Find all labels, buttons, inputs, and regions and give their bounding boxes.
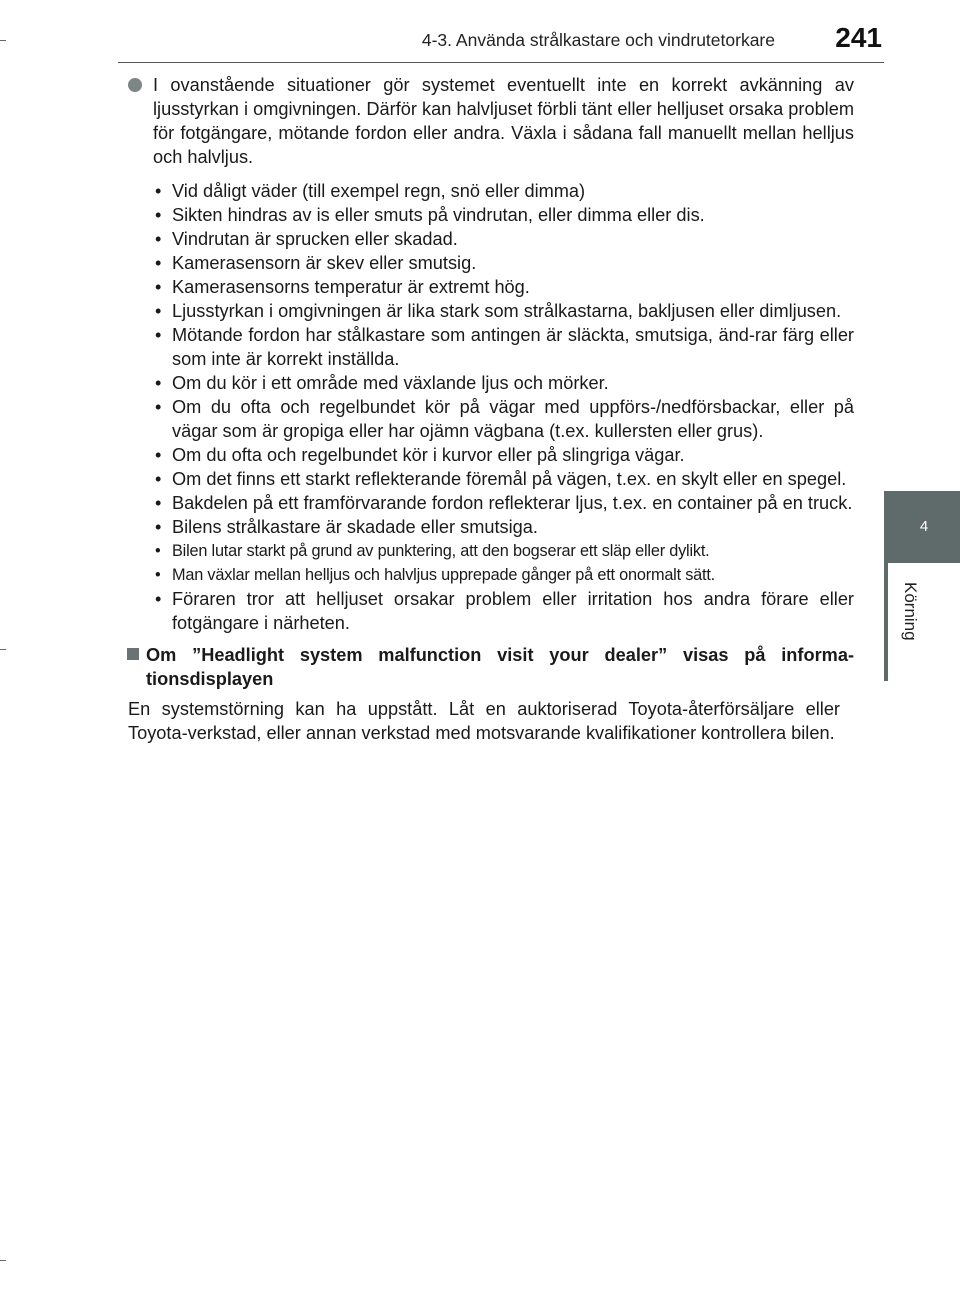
condition-list (128, 179, 854, 635)
section-body: En systemstörning kan ha uppstått. Låt en auktoriserad Toyota-återförsäljare eller Toyota-verkstad, eller annan verkstad med motsvarande kvalifikationer kontrollera bilen. (128, 699, 840, 743)
page-content (128, 73, 854, 745)
page-number: 241 (835, 22, 882, 53)
list-item: • Föraren tror att helljuset orsakar problem eller irritation hos andra förare eller fotgängare i närheten. (153, 587, 854, 635)
list-item: • Vid dåligt väder (till exempel regn, snö eller dimma) (153, 179, 854, 203)
list-item: • Om du kör i ett område med växlande ljus och mörker. (153, 371, 854, 395)
section-heading-text: Om ”Headlight system malfunction visit your dealer” visas på informa-tionsdisplayen (146, 645, 854, 689)
list-item: • Sikten hindras av is eller smuts på vindrutan, eller dimma eller dis. (153, 203, 854, 227)
circle-bullet-icon (128, 78, 142, 92)
chapter-tab (888, 491, 960, 563)
list-item: • Ljusstyrkan i omgivningen är lika stark som strålkastarna, bakljusen eller dimljusen. (153, 299, 854, 323)
section-title: 4-3. Använda strålkastare och vindrutetorkare (421, 30, 775, 50)
header-divider (118, 62, 884, 63)
list-item: • Om det finns ett starkt reflekterande föremål på vägen, t.ex. en skylt eller en spegel. (153, 467, 854, 491)
intro-paragraph (128, 73, 854, 169)
section-heading (128, 643, 854, 691)
list-item: • Man växlar mellan helljus och halvljus upprepade gånger på ett onormalt sätt. (153, 563, 854, 587)
list-item: • Kamerasensorns temperatur är extremt hög. (153, 275, 854, 299)
page-header (0, 0, 960, 60)
list-item: • Bakdelen på ett framförvarande fordon reflekterar ljus, t.ex. en container på en truck. (153, 491, 854, 515)
chapter-number: 4 (919, 518, 929, 535)
crop-mark (0, 649, 6, 650)
list-item: • Kamerasensorn är skev eller smutsig. (153, 251, 854, 275)
list-item: • Om du ofta och regelbundet kör i kurvor eller på slingriga vägar. (153, 443, 854, 467)
square-bullet-icon (127, 648, 139, 660)
list-item: • Bilen lutar starkt på grund av punktering, att den bogserar ett släp eller dylikt. (153, 539, 854, 563)
crop-mark (0, 1260, 6, 1261)
chapter-label: Körning (901, 582, 920, 641)
list-item: • Bilens strålkastare är skadade eller smutsiga. (153, 515, 854, 539)
crop-mark (0, 40, 6, 41)
list-item: • Vindrutan är sprucken eller skadad. (153, 227, 854, 251)
intro-text: I ovanstående situationer gör systemet eventuellt inte en korrekt avkänning av ljusstyrkan i omgivningen. Därför kan halvljuset förbli tänt eller helljuset orsaka problem för fotgängare, mötande fordon eller andra. Växla i sådana fall manuellt mellan helljus och halvljus. (153, 75, 854, 167)
list-item: • Mötande fordon har stålkastare som antingen är släckta, smutsiga, änd-rar färg eller som inte är korrekt inställda. (153, 323, 854, 371)
list-item: • Om du ofta och regelbundet kör på vägar med uppförs-/nedförsbackar, eller på vägar som är gropiga eller har ojämn vägbana (t.ex. kullersten eller grus). (153, 395, 854, 443)
